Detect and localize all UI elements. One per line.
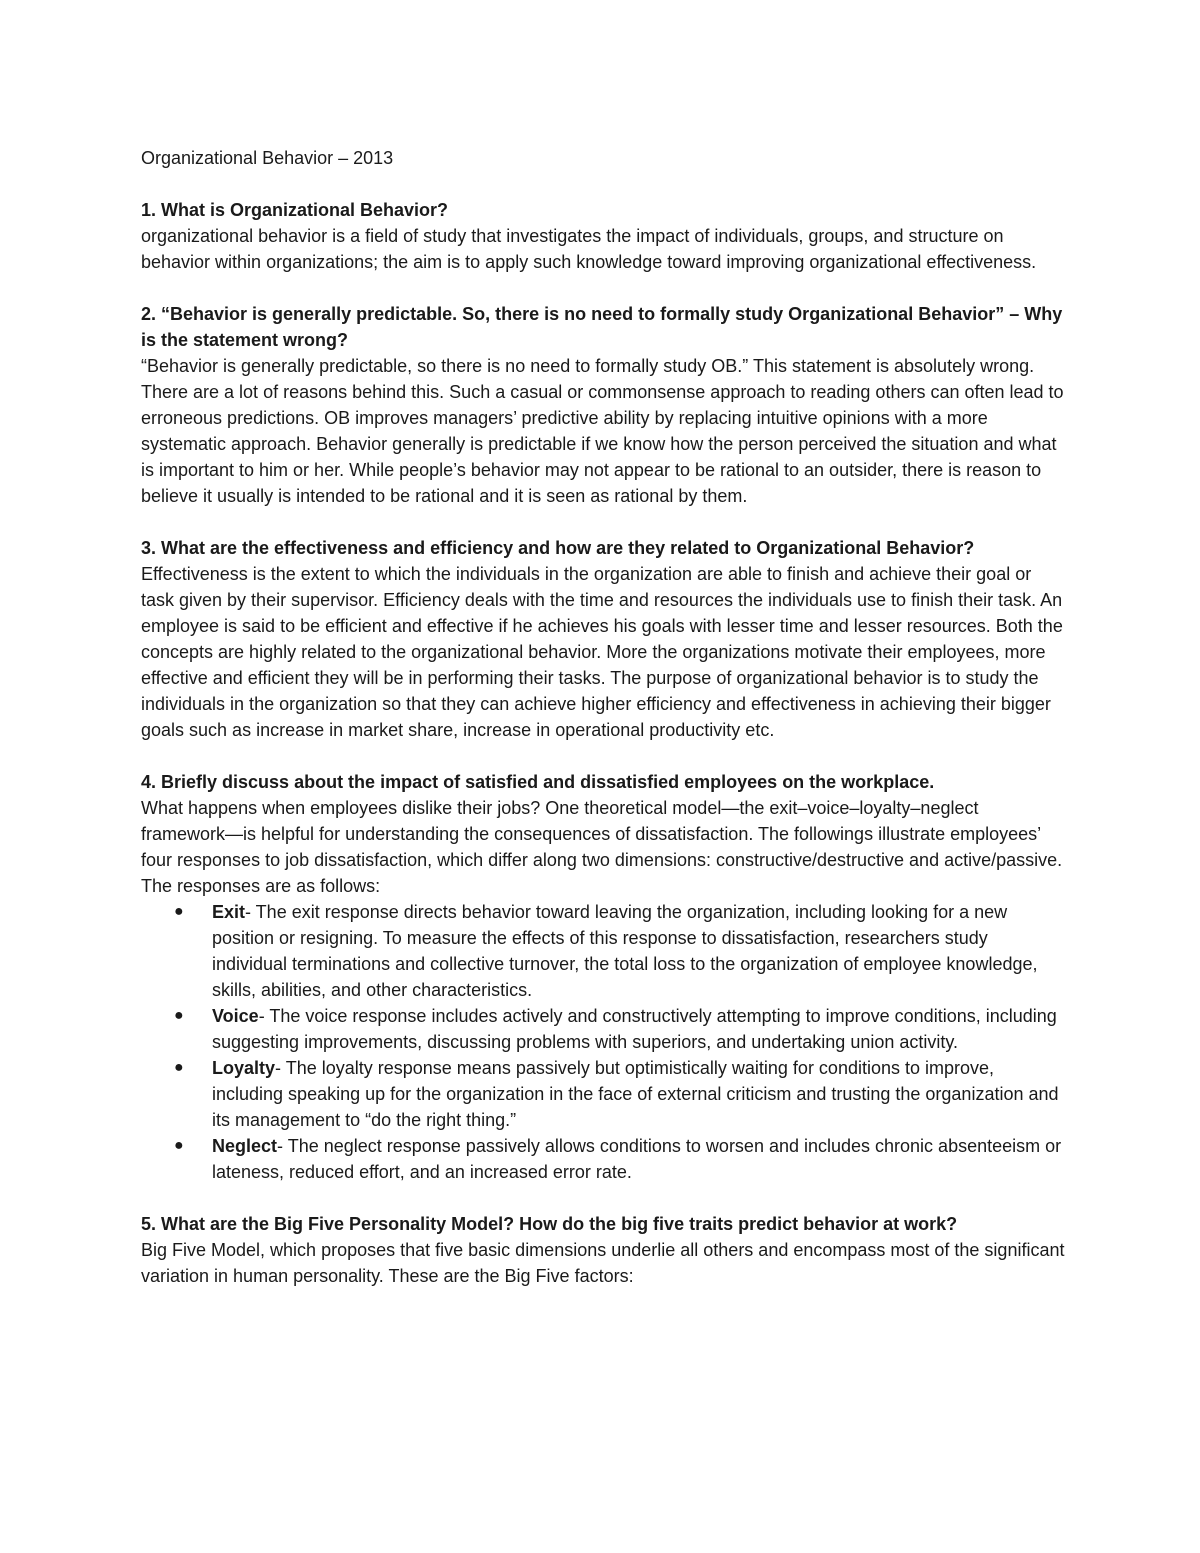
section-q2 (141, 301, 1066, 509)
list-item (141, 899, 1066, 1003)
list-item-text: - The loyalty response means passively but optimistically waiting for conditions to improve, including speaking up for the organization in the face of external criticism and trusting the organization and its management to “do the right thing.” (212, 1058, 1059, 1130)
question-heading: 1. What is Organizational Behavior? (141, 200, 449, 220)
list-item-term: Neglect (212, 1136, 278, 1156)
answer-paragraph: What happens when employees dislike their jobs? One theoretical model—the exit–voice–loyalty–neglect framework—is helpful for understanding the consequences of dissatisfaction. The followings illustrate employees’ four responses to job dissatisfaction, which differ along two dimensions: constructive/destructive and active/passive. The responses are as follows: (141, 798, 1063, 896)
list-item-term: Loyalty (212, 1058, 276, 1078)
section-q5 (141, 1211, 1066, 1289)
bullet-icon: ● (174, 1137, 184, 1154)
answer-paragraph: Effectiveness is the extent to which the individuals in the organization are able to finish and achieve their goal or task given by their supervisor. Efficiency deals with the time and resources the individuals use to finish their task. An employee is said to be efficient and effective if he achieves his goals with lesser time and lesser resources. Both the concepts are highly related to the organizational behavior. More the organizations motivate their employees, more effective and efficient they will be in performing their tasks. The purpose of organizational behavior is to study the individuals in the organization so that they can achieve higher efficiency and effectiveness in achieving their bigger goals such as increase in market share, increase in operational productivity etc. (141, 564, 1063, 740)
list-item-text: - The exit response directs behavior toward leaving the organization, including looking for a new position or resigning. To measure the effects of this response to dissatisfaction, researchers study individual terminations and collective turnover, the total loss to the organization of employee knowledge, skills, abilities, and other characteristics. (212, 902, 1038, 1000)
answer-paragraph: organizational behavior is a field of study that investigates the impact of individuals, groups, and structure on behavior within organizations; the aim is to apply such knowledge toward improving organizational effectiveness. (141, 226, 1037, 272)
question-heading: 2. “Behavior is generally predictable. So, there is no need to formally study Organizational Behavior” – Why is the statement wrong? (141, 304, 1063, 350)
bullet-icon: ● (174, 903, 184, 920)
document-page (141, 145, 1066, 1315)
bullet-icon: ● (174, 1007, 184, 1024)
list-item-term: Exit (212, 902, 246, 922)
question-heading: 4. Briefly discuss about the impact of satisfied and dissatisfied employees on the workplace. (141, 772, 935, 792)
list-item-text: - The voice response includes actively and constructively attempting to improve conditions, including suggesting improvements, discussing problems with superiors, and undertaking union activity. (212, 1006, 1057, 1052)
question-heading: 5. What are the Big Five Personality Model? How do the big five traits predict behavior at work? (141, 1214, 958, 1234)
section-q1 (141, 197, 1066, 275)
response-list (141, 899, 1066, 1185)
list-item (141, 1003, 1066, 1055)
list-item (141, 1133, 1066, 1185)
question-heading: 3. What are the effectiveness and efficiency and how are they related to Organizational Behavior? (141, 538, 975, 558)
section-q4 (141, 769, 1066, 1185)
answer-paragraph: Big Five Model, which proposes that five basic dimensions underlie all others and encompass most of the significant variation in human personality. These are the Big Five factors: (141, 1240, 1065, 1286)
answer-paragraph: “Behavior is generally predictable, so there is no need to formally study OB.” This statement is absolutely wrong. There are a lot of reasons behind this. Such a casual or commonsense approach to reading others can often lead to erroneous predictions. OB improves managers’ predictive ability by replacing intuitive opinions with a more systematic approach. Behavior generally is predictable if we know how the person perceived the situation and what is important to him or her. While people’s behavior may not appear to be rational to an outsider, there is reason to believe it usually is intended to be rational and it is seen as rational by them. (141, 356, 1064, 506)
list-item (141, 1055, 1066, 1133)
bullet-icon: ● (174, 1059, 184, 1076)
section-q3 (141, 535, 1066, 743)
list-item-text: - The neglect response passively allows conditions to worsen and includes chronic absenteeism or lateness, reduced effort, and an increased error rate. (212, 1136, 1062, 1182)
document-title: Organizational Behavior – 2013 (141, 148, 394, 168)
list-item-term: Voice (212, 1006, 259, 1026)
